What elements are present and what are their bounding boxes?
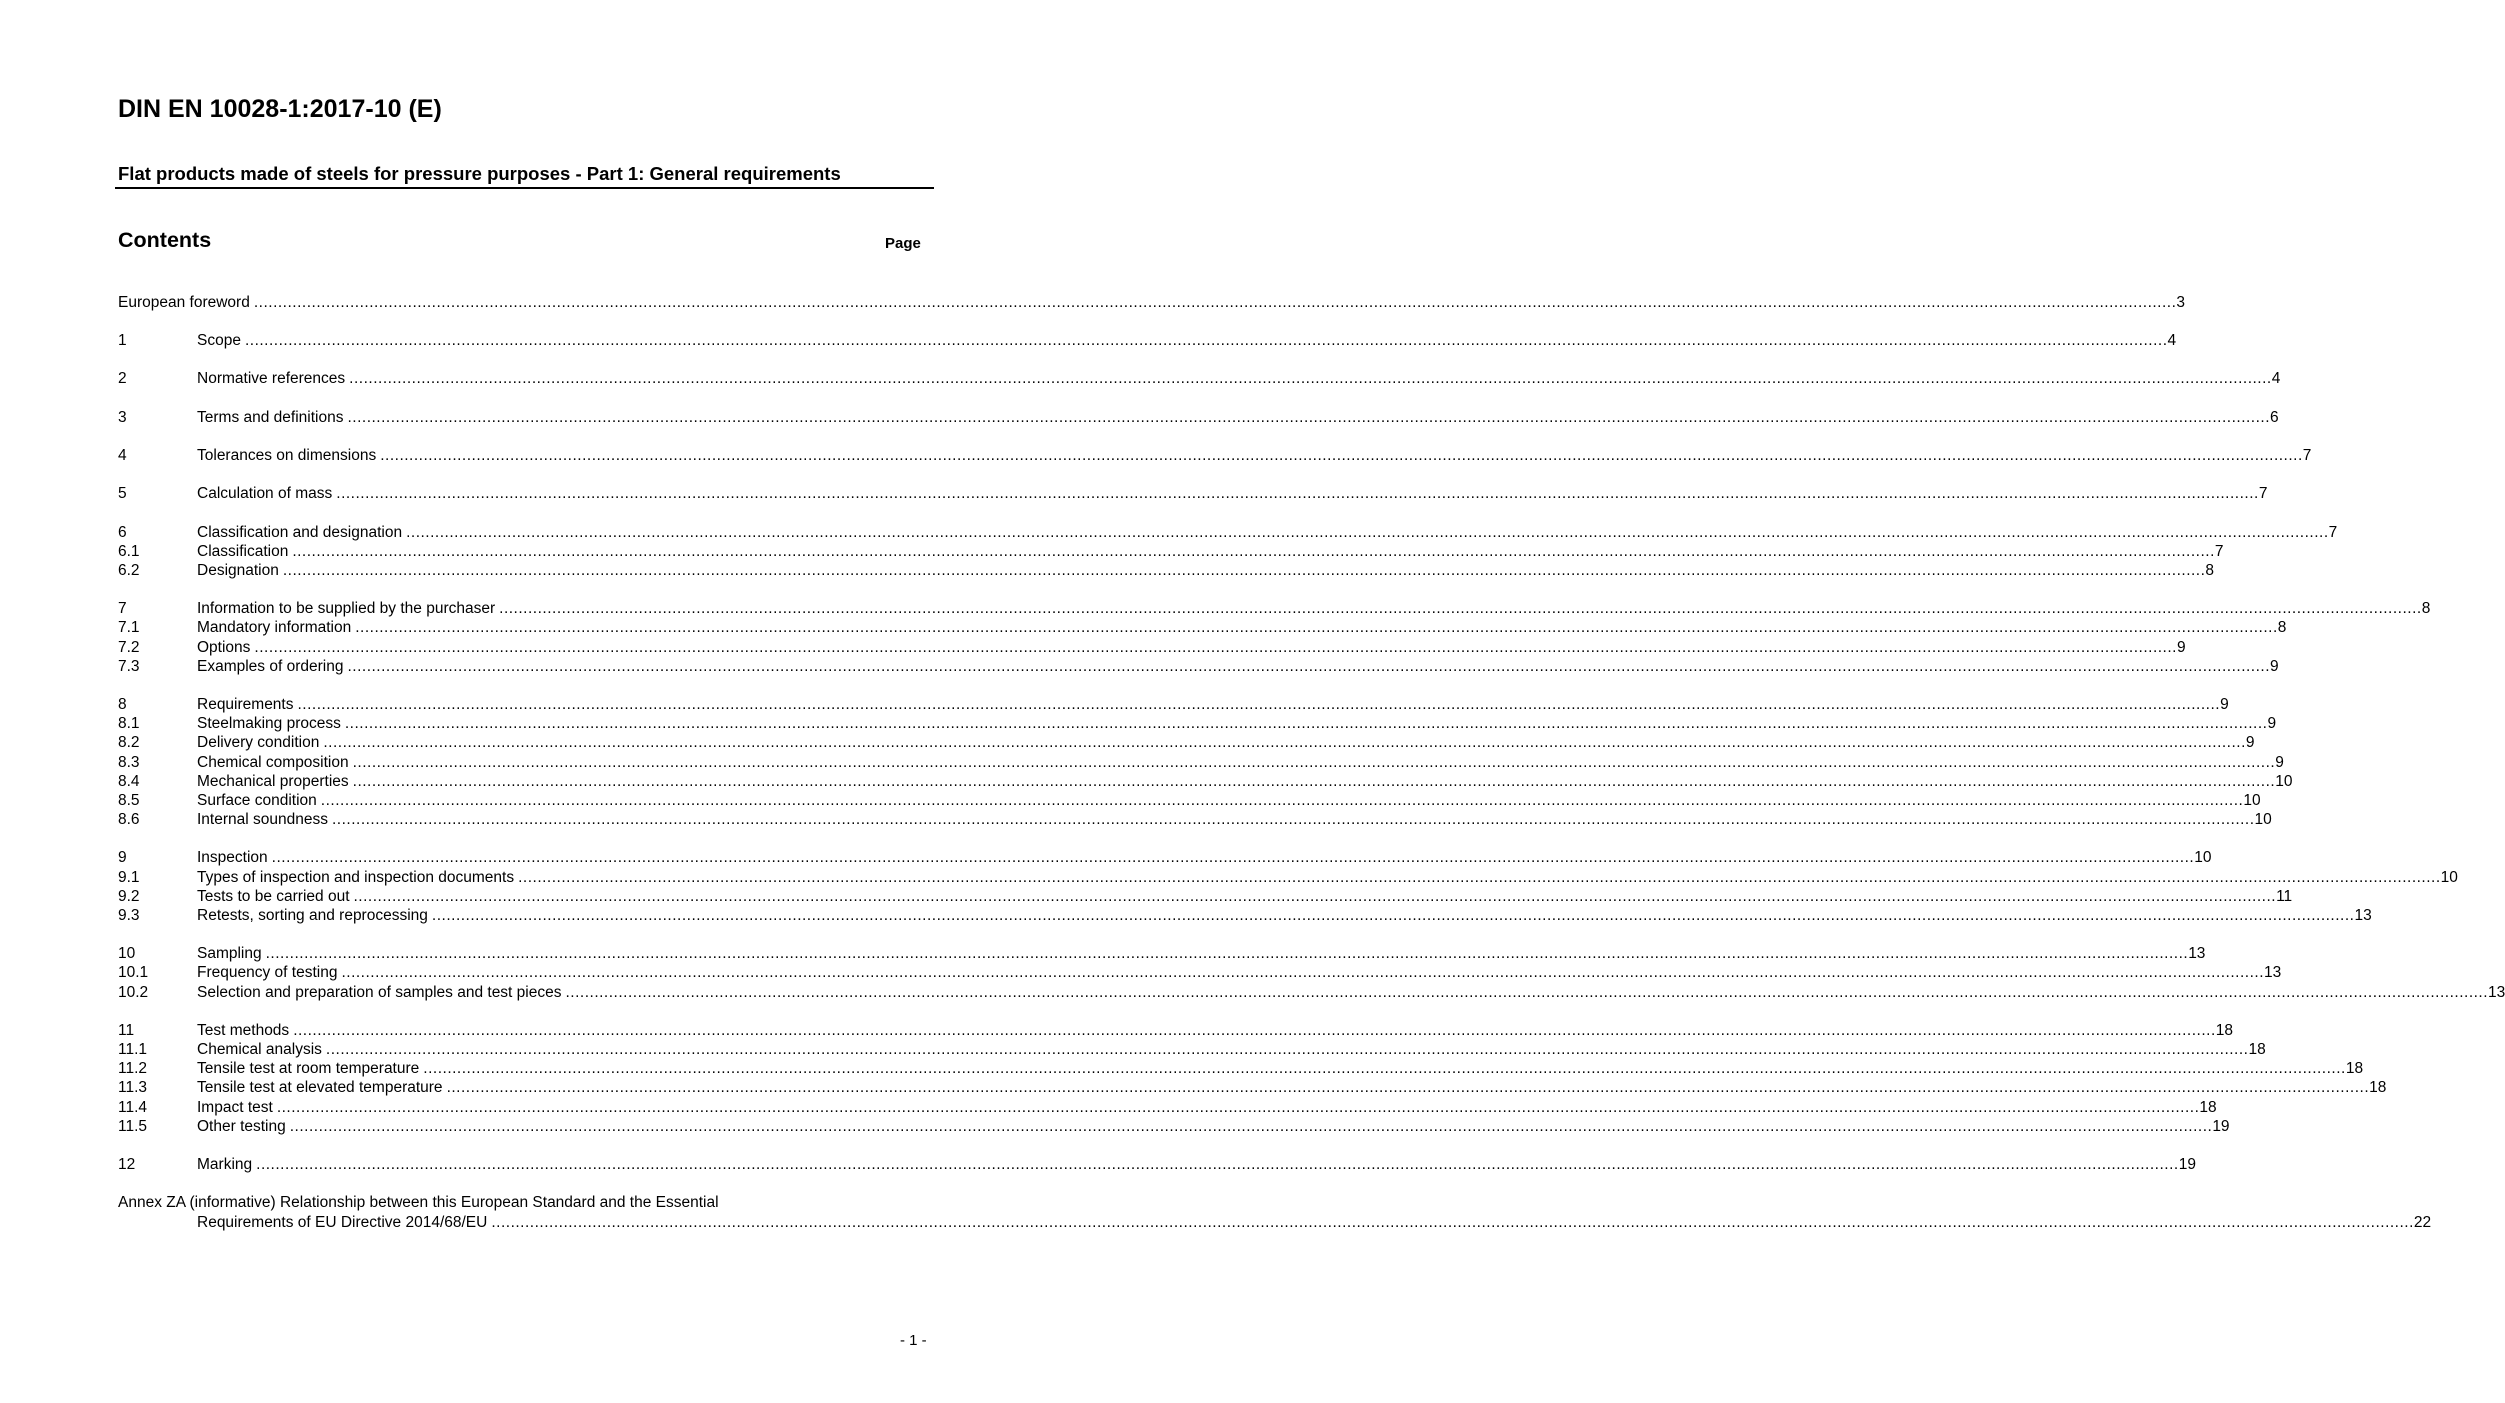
toc-entry-page: 10 [2194, 849, 2212, 866]
toc-entry-number: 10.1 [118, 964, 149, 981]
toc-entry-page: 18 [2199, 1099, 2217, 1116]
toc-entry-number: 7 [118, 600, 127, 617]
toc-entry-number: 8.5 [118, 792, 140, 809]
toc-entry-number: 8.2 [118, 734, 140, 751]
toc-entry-page: 7 [2258, 485, 2268, 502]
toc-entry-number: 11.2 [118, 1060, 148, 1077]
toc-entry-number: 2 [118, 370, 127, 387]
toc-entry-title: Test methods [197, 1022, 290, 1039]
toc-entry-number: 11.4 [118, 1099, 148, 1116]
toc-dot-leader: ................................................................................................................................................................................................................................................................................................................................................................................................................ [271, 849, 2195, 866]
toc-entry-number: 11.5 [118, 1118, 148, 1135]
toc-entry-8-3[interactable] [118, 753, 2284, 772]
toc-entry-page: 4 [2271, 370, 2281, 387]
toc-entry-title: Designation [197, 562, 279, 579]
toc-entry-6[interactable] [118, 523, 2338, 542]
toc-entry-title: Chemical analysis [197, 1041, 322, 1058]
toc-entry-11-5[interactable] [118, 1117, 2230, 1136]
toc-dot-leader: ................................................................................................................................................................................................................................................................................................................................................................................................................ [331, 811, 2255, 828]
toc-entry-page: 13 [2488, 984, 2505, 1001]
toc-entry-number: 7.2 [118, 639, 140, 656]
toc-entry-page: 8 [2277, 619, 2287, 636]
toc-entry-page: 18 [2248, 1041, 2266, 1058]
toc-entry-title: Types of inspection and inspection documents [197, 869, 515, 886]
toc-dot-leader: ................................................................................................................................................................................................................................................................................................................................................................................................................ [253, 294, 2177, 311]
toc-dot-leader: ................................................................................................................................................................................................................................................................................................................................................................................................................ [352, 773, 2276, 790]
toc-entry-number: 8.1 [118, 715, 140, 732]
toc-entry-number: 7.1 [118, 619, 140, 636]
toc-entry-page: 8 [2205, 562, 2215, 579]
toc-entry-11[interactable] [118, 1021, 2233, 1040]
toc-dot-leader: ................................................................................................................................................................................................................................................................................................................................................................................................................ [341, 964, 2265, 981]
toc-dot-leader: ................................................................................................................................................................................................................................................................................................................................................................................................................ [446, 1079, 2370, 1096]
toc-dot-leader: ................................................................................................................................................................................................................................................................................................................................................................................................................ [380, 447, 2303, 464]
toc-entry-title: Tensile test at room temperature [197, 1060, 420, 1077]
toc-entry-title: Classification [197, 543, 289, 560]
toc-dot-leader: ................................................................................................................................................................................................................................................................................................................................................................................................................ [347, 658, 2271, 675]
document-subtitle: Flat products made of steels for pressure purposes - Part 1: General requirements [118, 163, 841, 184]
toc-dot-leader: ................................................................................................................................................................................................................................................................................................................................................................................................................ [565, 984, 2489, 1001]
toc-dot-leader: ................................................................................................................................................................................................................................................................................................................................................................................................................ [289, 1118, 2213, 1135]
toc-entry-page: 18 [2369, 1079, 2387, 1096]
toc-entry-page: 11 [2276, 888, 2293, 905]
toc-entry-annex-za[interactable] [118, 1213, 2432, 1232]
toc-entry-page: 10 [2254, 811, 2272, 828]
toc-entry-page: 3 [2176, 294, 2186, 311]
toc-entry-number: 8 [118, 696, 127, 713]
toc-entry-title: Marking [197, 1156, 253, 1173]
toc-entry-2[interactable] [118, 369, 2281, 388]
toc-dot-leader: ................................................................................................................................................................................................................................................................................................................................................................................................................ [292, 543, 2215, 560]
toc-entry-number: 6 [118, 524, 127, 541]
toc-entry-7-2[interactable] [118, 638, 2186, 657]
toc-entry-number: 6.1 [118, 543, 140, 560]
toc-entry-page: 6 [2270, 409, 2279, 426]
toc-entry-12[interactable] [118, 1155, 2196, 1174]
toc-dot-leader: ................................................................................................................................................................................................................................................................................................................................................................................................................ [518, 869, 2441, 886]
toc-entry-title: Tolerances on dimensions [197, 447, 377, 464]
toc-entry-title: Selection and preparation of samples and test pieces [197, 984, 562, 1001]
toc-dot-leader: ................................................................................................................................................................................................................................................................................................................................................................................................................ [244, 332, 2168, 349]
toc-dot-leader: ................................................................................................................................................................................................................................................................................................................................................................................................................ [499, 600, 2422, 617]
toc-entry-title: Scope [197, 332, 241, 349]
toc-entry-page: 18 [2215, 1022, 2233, 1039]
toc-entry-11-1[interactable] [118, 1040, 2266, 1059]
toc-entry-number: 9.3 [118, 907, 140, 924]
toc-dot-leader: ................................................................................................................................................................................................................................................................................................................................................................................................................ [406, 524, 2329, 541]
toc-entry-number: 1 [118, 332, 127, 349]
toc-entry-title: Internal soundness [197, 811, 328, 828]
toc-entry-8[interactable] [118, 695, 2229, 714]
toc-dot-leader: ................................................................................................................................................................................................................................................................................................................................................................................................................ [282, 562, 2206, 579]
toc-entry-10-1[interactable] [118, 963, 2282, 982]
toc-entry-page: 9 [2220, 696, 2229, 713]
toc-entry-title: Chemical composition [197, 754, 349, 771]
toc-dot-leader: ................................................................................................................................................................................................................................................................................................................................................................................................................ [276, 1099, 2200, 1116]
toc-entry-title: Impact test [197, 1099, 273, 1116]
toc-entry-7-1[interactable] [118, 618, 2287, 637]
toc-entry-page: 19 [2178, 1156, 2196, 1173]
toc-entry-number: 9.2 [118, 888, 140, 905]
toc-entry-title: Information to be supplied by the purchaser [197, 600, 496, 617]
toc-entry-number: 4 [118, 447, 127, 464]
toc-entry-page: 7 [2214, 543, 2224, 560]
toc-entry-number: 6.2 [118, 562, 140, 579]
toc-entry-number: 10.2 [118, 984, 149, 1001]
toc-entry-title: Classification and designation [197, 524, 403, 541]
toc-entry-title: Mandatory information [197, 619, 352, 636]
toc-entry-10-2[interactable] [118, 983, 2505, 1002]
toc-entry-title: Inspection [197, 849, 268, 866]
toc-entry-page: 13 [2264, 964, 2282, 981]
toc-dot-leader: ................................................................................................................................................................................................................................................................................................................................................................................................................ [353, 888, 2277, 905]
toc-dot-leader: ................................................................................................................................................................................................................................................................................................................................................................................................................ [347, 409, 2271, 426]
toc-dot-leader: ................................................................................................................................................................................................................................................................................................................................................................................................................ [423, 1060, 2346, 1077]
title-underline [115, 187, 934, 189]
toc-dot-leader: ................................................................................................................................................................................................................................................................................................................................................................................................................ [323, 734, 2246, 751]
toc-dot-leader: ................................................................................................................................................................................................................................................................................................................................................................................................................ [325, 1041, 2249, 1058]
toc-dot-leader: ................................................................................................................................................................................................................................................................................................................................................................................................................ [293, 1022, 2216, 1039]
contents-heading: Contents [118, 228, 212, 252]
toc-entry-9-1[interactable] [118, 868, 2458, 887]
toc-entry-title: Steelmaking process [197, 715, 341, 732]
toc-entry-11-2[interactable] [118, 1059, 2364, 1078]
page-column-heading: Page [885, 235, 921, 252]
toc-entry-8-5[interactable] [118, 791, 2261, 810]
toc-entry-number: 11 [118, 1022, 135, 1039]
toc-entry-number: 3 [118, 409, 127, 426]
toc-entry-8-1[interactable] [118, 714, 2277, 733]
toc-entry-page: 9 [2275, 754, 2284, 771]
toc-entry-9-2[interactable] [118, 887, 2293, 906]
toc-entry-11-4[interactable] [118, 1098, 2217, 1117]
toc-dot-leader: ................................................................................................................................................................................................................................................................................................................................................................................................................ [320, 792, 2244, 809]
toc-entry-title: Surface condition [197, 792, 317, 809]
toc-entry-9-3[interactable] [118, 906, 2372, 925]
toc-dot-leader: ................................................................................................................................................................................................................................................................................................................................................................................................................ [352, 754, 2276, 771]
toc-entry-7[interactable] [118, 599, 2431, 618]
toc-entry-11-3[interactable] [118, 1078, 2387, 1097]
toc-entry-page: 9 [2245, 734, 2255, 751]
toc-entry-page: 10 [2243, 792, 2261, 809]
toc-entry-title: Other testing [197, 1118, 286, 1135]
toc-annex-title-line2: Requirements of EU Directive 2014/68/EU [197, 1214, 488, 1231]
toc-dot-leader: ................................................................................................................................................................................................................................................................................................................................................................................................................ [349, 370, 2272, 387]
toc-entry-page: 4 [2167, 332, 2177, 349]
toc-entry-number: 8.6 [118, 811, 140, 828]
toc-entry-number: 8.3 [118, 754, 140, 771]
toc-dot-leader: ................................................................................................................................................................................................................................................................................................................................................................................................................ [265, 945, 2189, 962]
document-title: DIN EN 10028-1:2017-10 (E) [118, 95, 442, 123]
toc-entry-page: 9 [2176, 639, 2186, 656]
toc-entry-foreword[interactable] [118, 293, 2186, 312]
toc-entry-6-1[interactable] [118, 542, 2224, 561]
toc-entry-page: 13 [2354, 907, 2372, 924]
toc-entry-page: 8 [2421, 600, 2431, 617]
toc-dot-leader: ................................................................................................................................................................................................................................................................................................................................................................................................................ [344, 715, 2268, 732]
toc-entry-page: 18 [2345, 1060, 2364, 1077]
toc-entry-6-2[interactable] [118, 561, 2215, 580]
toc-dot-leader: ................................................................................................................................................................................................................................................................................................................................................................................................................ [254, 639, 2177, 656]
toc-entry-number: 11.1 [118, 1041, 148, 1058]
toc-entry-title: European foreword [118, 294, 250, 311]
toc-dot-leader: ................................................................................................................................................................................................................................................................................................................................................................................................................ [491, 1214, 2414, 1231]
toc-entry-9[interactable] [118, 848, 2212, 867]
toc-dot-leader: ................................................................................................................................................................................................................................................................................................................................................................................................................ [355, 619, 2278, 636]
toc-entry-page: 19 [2212, 1118, 2230, 1135]
toc-annex-title-line1[interactable]: Annex ZA (informative) Relationship between this European Standard and the Essential [118, 1194, 719, 1211]
toc-dot-leader: ................................................................................................................................................................................................................................................................................................................................................................................................................ [256, 1156, 2179, 1173]
toc-entry-title: Tensile test at elevated temperature [197, 1079, 443, 1096]
toc-entry-10[interactable] [118, 944, 2206, 963]
toc-entry-5[interactable] [118, 484, 2268, 503]
page-number-footer: - 1 - [900, 1332, 927, 1349]
toc-entry-title: Examples of ordering [197, 658, 344, 675]
toc-entry-page: 10 [2440, 869, 2458, 886]
toc-entry-title: Sampling [197, 945, 262, 962]
toc-entry-title: Mechanical properties [197, 773, 349, 790]
toc-entry-title: Terms and definitions [197, 409, 344, 426]
toc-entry-8-4[interactable] [118, 772, 2293, 791]
toc-entry-title: Frequency of testing [197, 964, 338, 981]
toc-entry-title: Normative references [197, 370, 346, 387]
toc-entry-8-6[interactable] [118, 810, 2272, 829]
toc-entry-page: 9 [2267, 715, 2277, 732]
toc-entry-number: 10 [118, 945, 136, 962]
toc-entry-page: 7 [2328, 524, 2338, 541]
toc-entry-title: Retests, sorting and reprocessing [197, 907, 428, 924]
toc-entry-1[interactable] [118, 331, 2177, 350]
toc-entry-page: 13 [2188, 945, 2206, 962]
toc-entry-page: 22 [2413, 1214, 2432, 1231]
toc-entry-number: 7.3 [118, 658, 140, 675]
toc-entry-title: Tests to be carried out [197, 888, 350, 905]
toc-entry-number: 9.1 [118, 869, 140, 886]
toc-entry-title: Options [197, 639, 251, 656]
toc-entry-page: 10 [2275, 773, 2293, 790]
toc-entry-number: 9 [118, 849, 127, 866]
toc-entry-number: 5 [118, 485, 127, 502]
toc-entry-title: Calculation of mass [197, 485, 333, 502]
toc-entry-page: 7 [2302, 447, 2312, 464]
toc-dot-leader: ................................................................................................................................................................................................................................................................................................................................................................................................................ [336, 485, 2259, 502]
toc-entry-number: 12 [118, 1156, 136, 1173]
toc-entry-8-2[interactable] [118, 733, 2255, 752]
toc-entry-page: 9 [2270, 658, 2279, 675]
toc-entry-title: Delivery condition [197, 734, 320, 751]
toc-dot-leader: ................................................................................................................................................................................................................................................................................................................................................................................................................ [297, 696, 2221, 713]
toc-entry-3[interactable] [118, 408, 2279, 427]
toc-entry-4[interactable] [118, 446, 2312, 465]
toc-entry-7-3[interactable] [118, 657, 2279, 676]
toc-entry-number: 11.3 [118, 1079, 148, 1096]
toc-entry-number: 8.4 [118, 773, 140, 790]
toc-entry-title: Requirements [197, 696, 294, 713]
toc-dot-leader: ................................................................................................................................................................................................................................................................................................................................................................................................................ [431, 907, 2355, 924]
